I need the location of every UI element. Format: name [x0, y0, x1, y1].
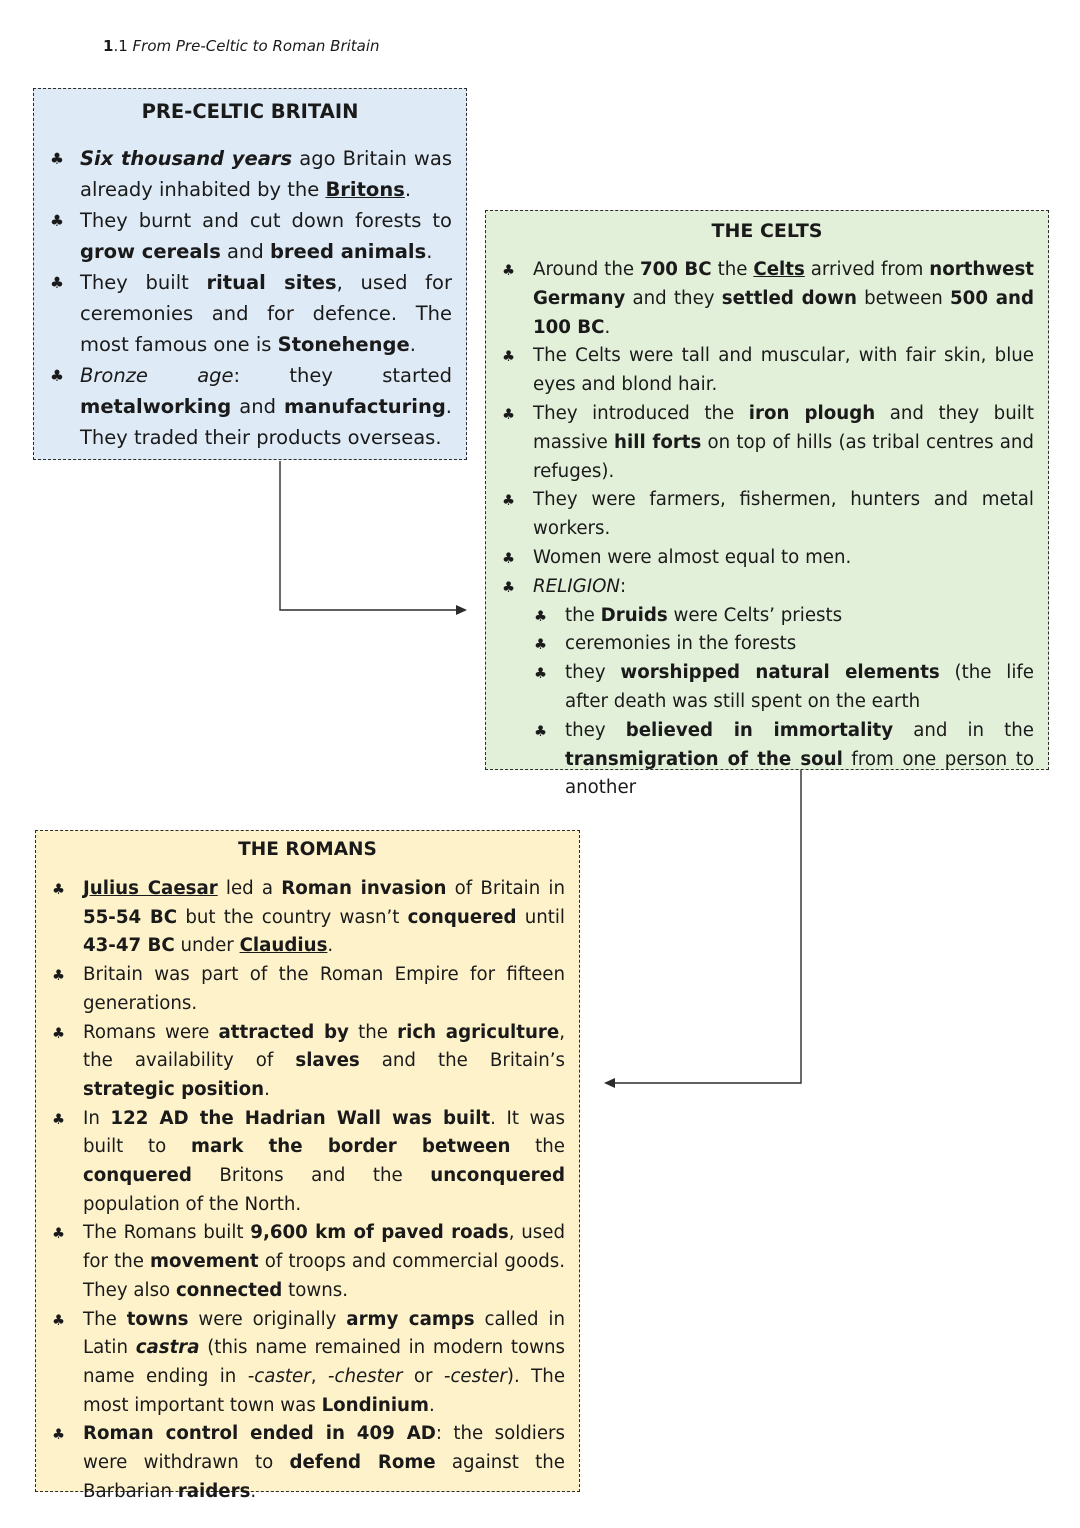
text-run: , the availability of [83, 1021, 565, 1072]
text-run: -caster [247, 1365, 311, 1387]
text-run: transmigration of the soul [565, 748, 843, 770]
text-run: : they started [233, 364, 452, 387]
text-run: attracted by [218, 1021, 349, 1043]
romans-title: THE ROMANS [238, 839, 377, 860]
club-bullet-icon: ♣ [50, 150, 64, 168]
text-run: . [264, 1078, 270, 1100]
club-bullet-icon: ♣ [534, 607, 548, 625]
text-run: of Britain in [446, 878, 565, 899]
text-run: 700 BC [639, 259, 712, 280]
text-run: The Celts were tall and muscular, with fair skin, blue eyes and blond hair. [533, 345, 1034, 396]
text-run: Six thousand years [80, 147, 293, 170]
club-bullet-icon: ♣ [52, 881, 66, 898]
text-run: the [510, 1136, 565, 1158]
text-run: Britons [325, 178, 405, 201]
text-run: on top of hills (as tribal centres and refuges). [533, 431, 1034, 482]
text-run: they [565, 719, 626, 741]
text-run: In [83, 1107, 111, 1129]
text-run: . [327, 935, 334, 957]
text-run: hill forts [614, 431, 702, 453]
text-run: Britain was part of the Roman Empire for fifteen generations. [83, 964, 565, 1014]
club-bullet-icon: ♣ [52, 1311, 66, 1329]
text-run: Romans were [83, 1021, 219, 1043]
text-run: and [231, 395, 284, 418]
text-run: ceremonies in the forests [565, 633, 797, 655]
text-run: the [565, 604, 601, 626]
text-run: towns. [282, 1279, 349, 1301]
text-run: They introduced the [533, 402, 749, 424]
text-run: They burnt and cut down forests to [80, 209, 452, 232]
club-bullet-icon: ♣ [534, 665, 548, 683]
text-run: 500 and 100 BC [533, 287, 1034, 338]
text-run: under [174, 935, 240, 957]
text-run: castra [135, 1337, 200, 1359]
arrowhead-romans [604, 1078, 615, 1088]
club-bullet-icon: ♣ [502, 405, 516, 423]
text-run: settled down [721, 287, 857, 309]
club-bullet-icon: ♣ [52, 1225, 66, 1243]
text-run: , [310, 1365, 328, 1387]
text-run: northwest Germany [533, 259, 1034, 309]
club-bullet-icon: ♣ [50, 212, 64, 230]
text-run: unconquered [430, 1165, 565, 1187]
text-run: Druids [600, 604, 668, 626]
text-run: of troops and commercial goods. They also [83, 1251, 565, 1301]
text-run: . [428, 1394, 435, 1416]
text-run: -cester [443, 1365, 507, 1387]
text-run: they [565, 662, 621, 684]
text-run: (the life after death was still spent on the earth [565, 662, 1034, 712]
text-run: Bronze age [80, 364, 234, 387]
text-run: . It was built to [83, 1107, 565, 1158]
text-run: conquered [83, 1165, 192, 1187]
club-bullet-icon: ♣ [502, 348, 516, 366]
club-bullet-icon: ♣ [50, 367, 64, 385]
text-run: RELIGION [533, 575, 621, 597]
text-run: conquered [407, 906, 517, 928]
section-title: From Pre-Celtic to Roman Britain [132, 37, 380, 55]
text-run: believed in immortality [625, 719, 894, 741]
text-run: movement [150, 1251, 259, 1273]
text-run: -chester [327, 1365, 403, 1387]
text-run: 43-47 BC [83, 935, 175, 957]
text-run: from one person to another [565, 748, 1034, 799]
text-run: raiders [177, 1480, 251, 1502]
text-run: Celts [753, 259, 805, 280]
text-run: manufacturing [284, 395, 446, 418]
text-run: strategic position [83, 1078, 265, 1100]
text-run: The Romans built [83, 1222, 251, 1244]
text-run: were Celts’ priests [667, 604, 843, 626]
text-run: 55-54 BC [83, 906, 178, 928]
text-run: until [516, 906, 565, 928]
text-run: and the Britain’s [359, 1050, 565, 1072]
club-bullet-icon: ♣ [502, 578, 516, 596]
text-run: metalworking [80, 395, 232, 418]
text-run: . [426, 240, 433, 263]
text-run: Julius Caesar [83, 878, 218, 899]
text-run: breed animals [269, 240, 427, 263]
club-bullet-icon: ♣ [52, 1426, 66, 1444]
text-run: were originally [188, 1308, 347, 1330]
text-run: They built [80, 271, 207, 294]
arrowhead-celts [456, 605, 467, 615]
text-run: Roman control ended in 409 AD [83, 1423, 436, 1445]
text-run: called in Latin [83, 1308, 565, 1359]
text-run: army camps [346, 1308, 475, 1330]
arrow-celts-to-romans [614, 770, 801, 1083]
arrow-pre-to-celts [280, 461, 458, 610]
pre-celtic-title: PRE-CELTIC BRITAIN [141, 100, 359, 123]
text-run: . [409, 333, 416, 356]
text-run: arrived from [804, 259, 930, 280]
club-bullet-icon: ♣ [50, 274, 64, 292]
text-run: and in the [893, 719, 1034, 741]
text-run: (this name remained in modern towns name ending in [83, 1337, 565, 1387]
text-run: The [83, 1308, 127, 1330]
club-bullet-icon: ♣ [502, 549, 516, 567]
text-run: or [402, 1365, 444, 1387]
text-run: slaves [295, 1050, 360, 1072]
text-run: . [604, 316, 611, 338]
club-bullet-icon: ♣ [502, 262, 516, 279]
text-run: Women were almost equal to men. [533, 546, 852, 568]
text-run: Around the [533, 259, 640, 280]
club-bullet-icon: ♣ [52, 1024, 66, 1042]
text-run: defend Rome [289, 1452, 436, 1474]
club-bullet-icon: ♣ [502, 492, 516, 510]
club-bullet-icon: ♣ [52, 967, 66, 985]
text-run: 9,600 km of paved roads [250, 1222, 509, 1244]
text-run: : the soldiers were withdrawn to [83, 1423, 565, 1474]
club-bullet-icon: ♣ [534, 722, 548, 740]
text-run: led a [217, 878, 282, 899]
text-run: and [220, 240, 270, 263]
text-run: They were farmers, fishermen, hunters and metal workers. [533, 489, 1034, 540]
text-run: but the country wasn’t [177, 906, 408, 928]
section-number: 1 [103, 37, 114, 55]
section-subnumber: .1 [113, 37, 133, 55]
text-run: and they [625, 287, 722, 309]
text-run: Roman invasion [281, 878, 447, 899]
text-run: mark the border between [191, 1136, 511, 1158]
text-run: between [856, 287, 951, 309]
text-run: grow cereals [80, 240, 221, 263]
text-run: against the Barbarian [83, 1452, 566, 1502]
text-run: : [620, 575, 627, 597]
club-bullet-icon: ♣ [52, 1110, 66, 1128]
text-run: . [404, 178, 412, 201]
text-run: . [250, 1480, 257, 1502]
text-run: Londinium [321, 1394, 429, 1416]
text-run: ritual sites [206, 271, 337, 294]
text-run: Stonehenge [277, 333, 410, 356]
text-run: iron plough [748, 402, 876, 424]
text-run: rich agriculture [397, 1021, 560, 1043]
text-run: 122 AD the Hadrian Wall was built [110, 1107, 491, 1129]
text-run: , used for the [83, 1222, 565, 1273]
text-run: , used for ceremonies and for defence. The most famous one is [80, 271, 452, 356]
celts-title: THE CELTS [711, 220, 823, 242]
text-run: . They traded their products overseas. [80, 395, 452, 449]
text-run: the [348, 1021, 398, 1043]
text-run: population of the North. [83, 1193, 302, 1215]
text-run: ago Britain was already inhabited by the [80, 147, 452, 201]
text-run: Britons and the [191, 1165, 431, 1187]
text-run: and they built massive [533, 402, 1034, 453]
text-run: ). The most important town was [83, 1365, 566, 1416]
text-run: Claudius [239, 935, 328, 957]
text-run: connected [175, 1279, 283, 1301]
text-run: worshipped natural elements [620, 662, 940, 684]
text-run: the [711, 259, 754, 280]
club-bullet-icon: ♣ [534, 636, 548, 654]
text-run: towns [126, 1308, 189, 1330]
